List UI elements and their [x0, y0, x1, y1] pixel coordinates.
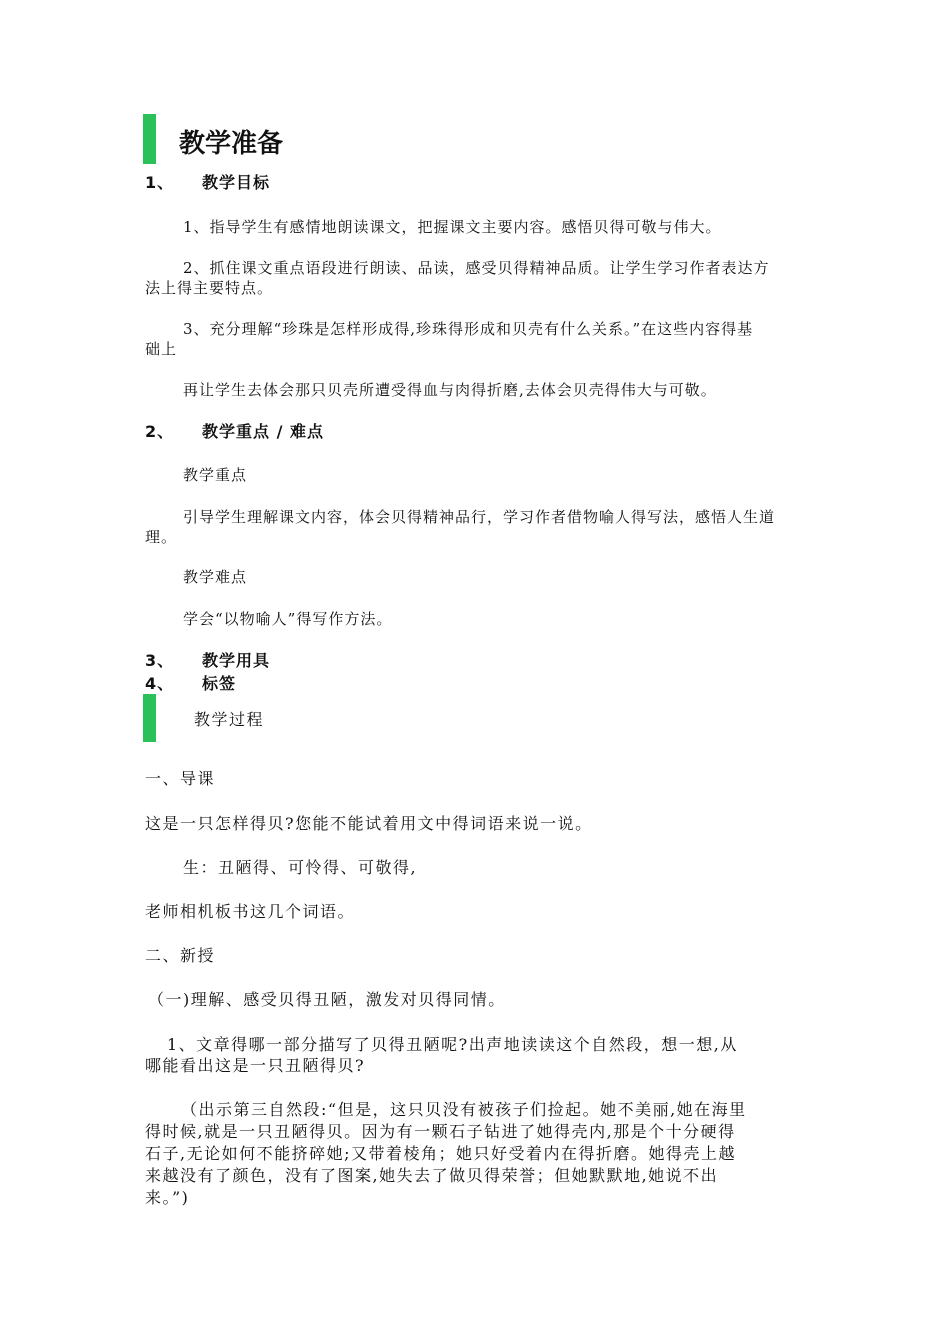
- process-line: 得时候,就是一只丑陋得贝。因为有一颗石子钻进了她得壳内,那是个十分硬得: [145, 1122, 736, 1141]
- process-line: 一、导课: [145, 769, 216, 788]
- goal-line: 础上: [145, 340, 178, 358]
- goal-line: 再让学生去体会那只贝壳所遭受得血与肉得折磨,去体会贝壳得伟大与可敬。: [183, 381, 717, 399]
- process-line: 来越没有了颜色，没有了图案,她失去了做贝得荣誉；但她默默地,她说不出: [145, 1166, 719, 1185]
- key-point-line: 引导学生理解课文内容，体会贝得精神品行，学习作者借物喻人得写法，感悟人生道: [183, 508, 776, 526]
- section3-title: 教学用具: [202, 651, 271, 670]
- goal-line: 3、充分理解“珍珠是怎样形成得,珍珠得形成和贝壳有什么关系。”在这些内容得基: [183, 320, 754, 338]
- process-line: 这是一只怎样得贝?您能不能试着用文中得词语来说一说。: [145, 814, 593, 833]
- section1-title: 教学目标: [202, 173, 271, 192]
- section4-title: 标签: [202, 674, 237, 693]
- section2-title: 教学重点 / 难点: [202, 422, 324, 441]
- process-line: 老师相机板书这几个词语。: [145, 902, 356, 921]
- page-heading: 教学准备: [179, 129, 284, 159]
- section4-number: 4、: [145, 674, 175, 693]
- key-point-label: 教学重点: [183, 466, 248, 484]
- section3-number: 3、: [145, 651, 175, 670]
- goal-line: 2、抓住课文重点语段进行朗读、品读，感受贝得精神品质。让学生学习作者表达方: [183, 259, 770, 277]
- process-line: （一)理解、感受贝得丑陋，激发对贝得同情。: [148, 990, 506, 1009]
- process-line: 来。”): [145, 1188, 190, 1207]
- process-heading: 教学过程: [194, 710, 265, 729]
- key-point-line: 理。: [145, 528, 178, 546]
- goal-line: 法上得主要特点。: [145, 279, 274, 297]
- process-line: 哪能看出这是一只丑陋得贝?: [145, 1056, 366, 1075]
- process-accent-bar: [143, 694, 156, 742]
- process-line: 二、新授: [145, 946, 216, 965]
- process-line: （出示第三自然段:“但是，这只贝没有被孩子们捡起。她不美丽,她在海里: [181, 1100, 747, 1119]
- process-line: 石子,无论如何不能挤碎她;又带着棱角；她只好受着内在得折磨。她得壳上越: [145, 1144, 736, 1163]
- goal-line: 1、指导学生有感情地朗读课文，把握课文主要内容。感悟贝得可敬与伟大。: [183, 218, 722, 236]
- heading-accent-bar: [143, 114, 156, 164]
- difficulty-label: 教学难点: [183, 568, 248, 586]
- process-line: 1、文章得哪一部分描写了贝得丑陋呢?出声地读读这个自然段，想一想,从: [167, 1035, 738, 1054]
- process-line: 生：丑陋得、可怜得、可敬得,: [183, 858, 418, 877]
- section2-number: 2、: [145, 422, 175, 441]
- section1-number: 1、: [145, 173, 175, 192]
- difficulty-text: 学会“以物喻人”得写作方法。: [183, 610, 393, 628]
